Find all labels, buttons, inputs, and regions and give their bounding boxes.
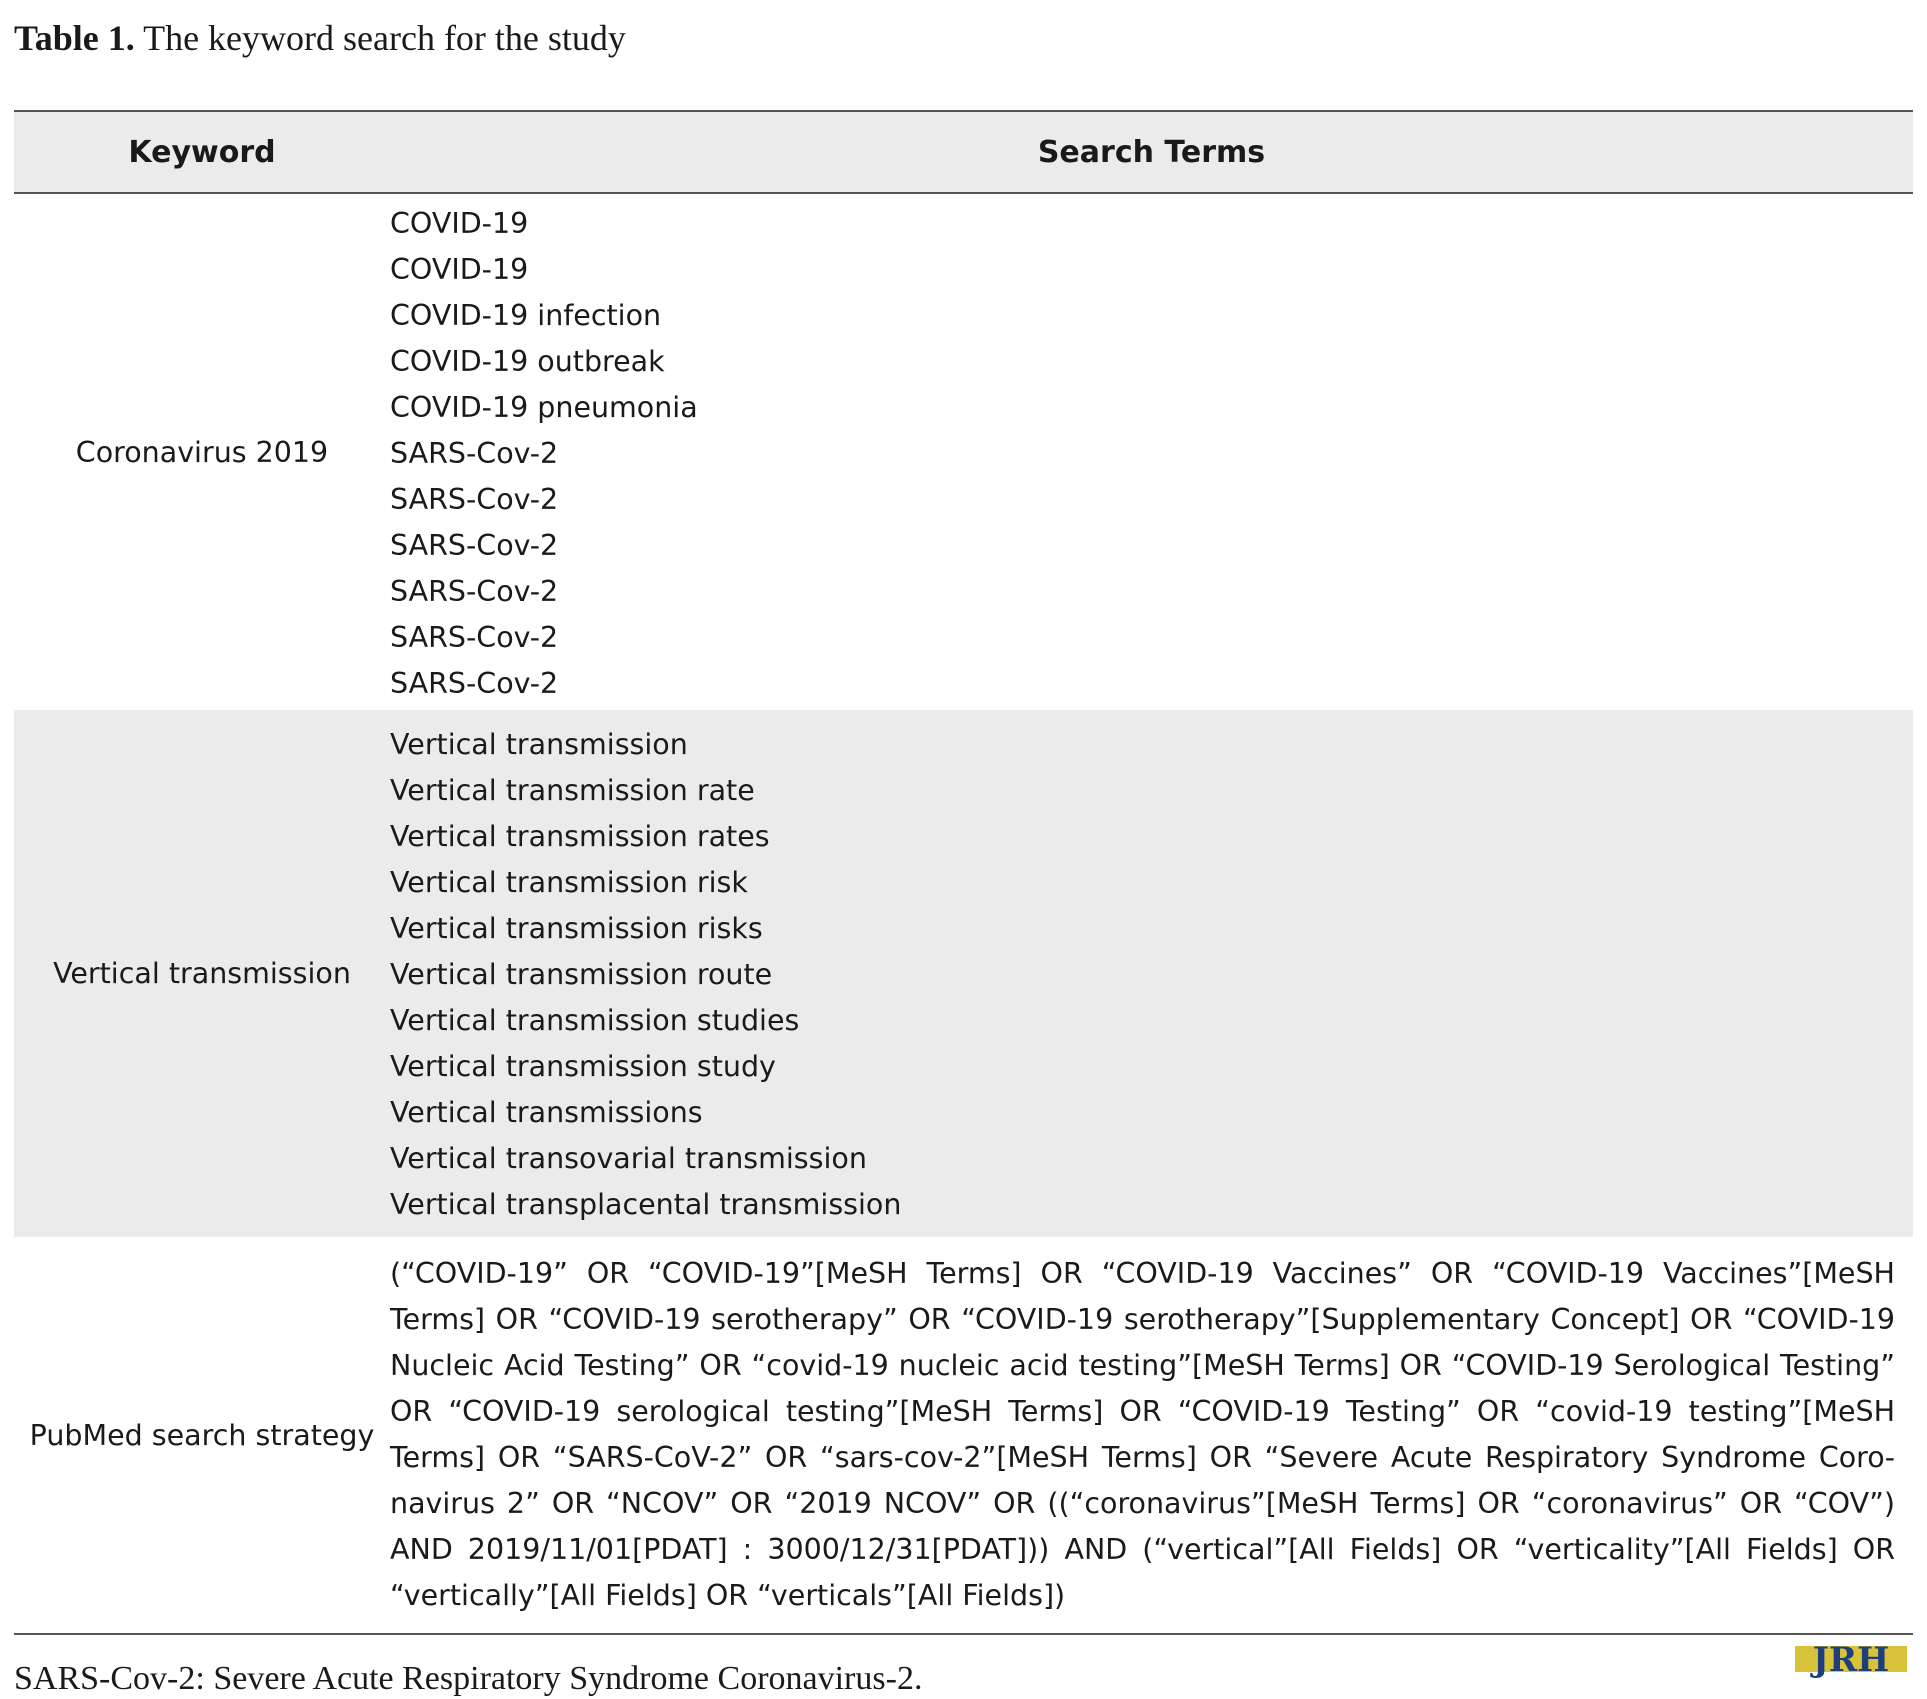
table-row-pubmed: [14, 1237, 1913, 1633]
header-row: [14, 112, 1913, 193]
table-row-vertical-transmission: [14, 710, 1913, 1237]
list-item: Vertical transmission rate: [390, 774, 755, 807]
list-item: Vertical transmission study: [390, 1050, 776, 1083]
keyword-cell: Vertical transmission: [53, 957, 351, 990]
list-item: Vertical transplacental transmission: [390, 1188, 902, 1221]
list-item: SARS-Cov-2: [390, 483, 559, 516]
list-item: Vertical transmission route: [390, 958, 773, 991]
list-item: Vertical transmission rates: [390, 820, 770, 853]
list-item: Vertical transmissions: [390, 1096, 703, 1129]
keyword-table: [14, 112, 1913, 1633]
pubmed-strategy-text: (“COVID-19” OR “COVID-19”[MeSH Terms] OR “COVID-19 Vaccines” OR “COVID-19 Vaccines”[MeSH Terms] OR “COVID-19 serotherapy” OR “COVID-19 serotherapy”[Supplementary Concept] OR “COVID-19 Nucleic Acid Testing” OR “covid-19 nucleic acid testing”[MeSH Terms] OR “COVID-19 Serological Testing” OR “COVID-19 serological testing”[MeSH Terms] OR “COVID-19 Testing” OR “covid-19 testing”[MeSH Terms] OR “SARS-CoV-2” OR “sars-cov-2”[MeSH Terms] OR “Severe Acute Respiratory Syndrome Coronavirus 2” OR “NCOV” OR “2019 NCOV” OR ((“coronavirus”[MeSH Terms] OR “coronavirus” OR “COV”) AND 2019/11/01[PDAT] : 3000/12/31[PDAT])) AND (“vertical”[All Fields] OR “verticality”[All Fields] OR “vertically”[All Fields] OR “verticals”[All Fields]): [390, 1257, 1895, 1612]
jrh-logo: [1795, 1640, 1907, 1678]
list-item: Vertical transmission studies: [390, 1004, 800, 1037]
term-list-coronavirus: [390, 201, 1895, 707]
list-item: Vertical transmission: [390, 728, 688, 761]
list-item: SARS-Cov-2: [390, 529, 559, 562]
term-list-vertical: [390, 722, 1895, 1228]
list-item: SARS-Cov-2: [390, 621, 559, 654]
list-item: Vertical transmission risks: [390, 912, 763, 945]
list-item: COVID-19 outbreak: [390, 345, 665, 378]
terms-cell: [390, 1237, 1913, 1633]
caption-label: Table 1.: [14, 18, 135, 58]
terms-cell: [390, 710, 1913, 1237]
table-caption: [14, 0, 1913, 74]
table-footnote: SARS-Cov-2: Severe Acute Respiratory Syndrome Coronavirus-2.: [14, 1660, 923, 1697]
list-item: COVID-19 infection: [390, 299, 662, 332]
list-item: SARS-Cov-2: [390, 667, 559, 700]
keyword-cell: Coronavirus 2019: [75, 435, 329, 469]
list-item: Vertical transmission risk: [390, 866, 748, 899]
table-row-coronavirus: [14, 193, 1913, 710]
list-item: COVID-19: [390, 207, 529, 240]
list-item: COVID-19: [390, 253, 529, 286]
caption-text: The keyword search for the study: [143, 18, 626, 58]
list-item: SARS-Cov-2: [390, 575, 559, 608]
table-page: [14, 0, 1913, 1699]
list-item: COVID-19 pneumonia: [390, 391, 698, 424]
header-keyword: Keyword: [14, 112, 390, 193]
header-search-terms: Search Terms: [390, 112, 1913, 193]
logo-text: JRH: [1812, 1640, 1890, 1678]
keyword-cell: PubMed search strategy: [29, 1418, 375, 1452]
list-item: Vertical transovarial transmission: [390, 1142, 867, 1175]
terms-cell: [390, 193, 1913, 710]
list-item: SARS-Cov-2: [390, 437, 559, 470]
